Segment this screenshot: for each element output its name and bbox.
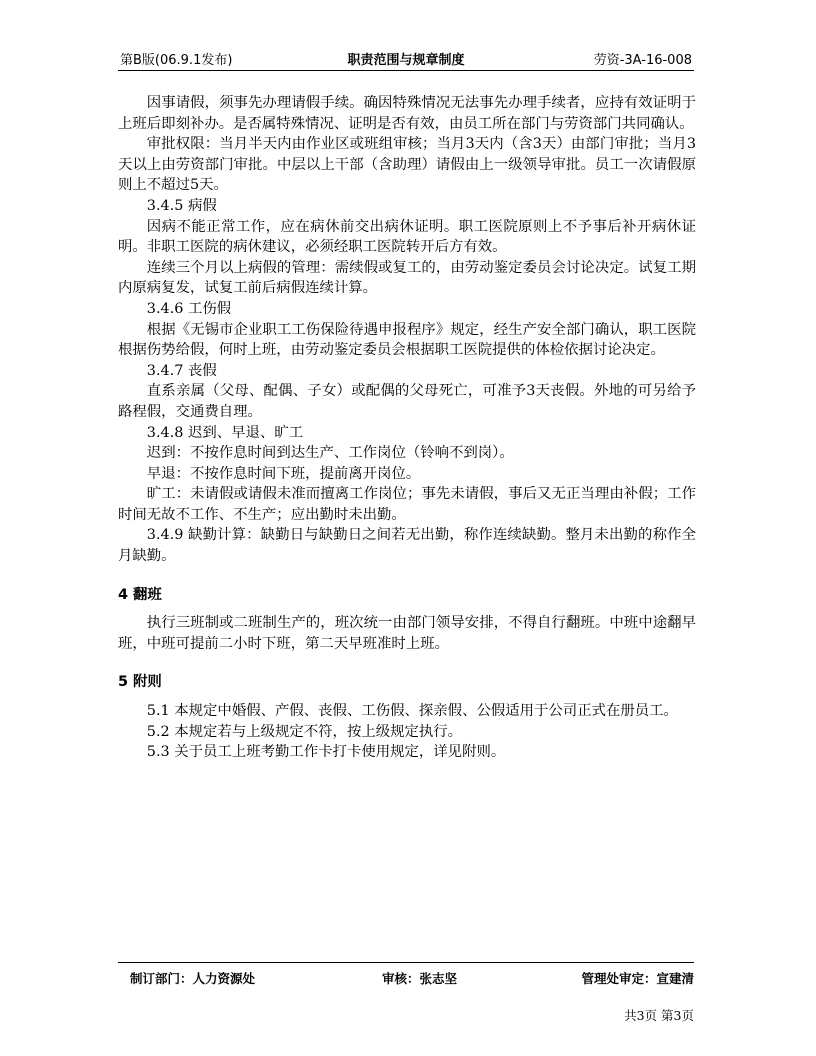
- paragraph-scope: 5.1 本规定中婚假、产假、丧假、工伤假、探亲假、公假适用于公司正式在册员工。: [146, 703, 678, 720]
- section-title-shift-change: 4 翻班: [118, 586, 162, 603]
- edition-label: 第B版(06.9.1发布): [120, 53, 233, 68]
- page-footer: [118, 962, 694, 987]
- paragraph-sick-leave: 因病不能正常工作，应在病休前交出病休证明。职工医院原则上不予事后补开病休证明。非职工医院的病休建议，必须经职工医院转开后方有效。: [118, 218, 696, 256]
- paragraph-late: 迟到：不按作息时间到达生产、工作岗位（铃响不到岗）。: [146, 445, 514, 462]
- paragraph-attendance-card: 5.3 关于员工上班考勤工作卡打卡使用规定，详见附则。: [146, 744, 506, 761]
- drafting-department: 制订部门：人力资源处: [130, 971, 256, 986]
- section-heading-injury-leave: 3.4.6 工伤假: [146, 300, 232, 317]
- document-title: 职责范围与规章制度: [347, 53, 465, 68]
- paragraph-funeral-leave: 直系亲属（父母、配偶、子女）或配偶的父母死亡，可准予3天丧假。外地的可另给予路程假，交通费自理。: [118, 383, 696, 420]
- paragraph-early-leave: 早退：不按作息时间下班，提前离开岗位。: [146, 465, 421, 482]
- section-heading-funeral-leave: 3.4.7 丧假: [146, 362, 217, 379]
- paragraph-injury-leave: 根据《无锡市企业职工工伤保险待遇申报程序》规定，经生产安全部门确认，职工医院根据伤势给假，何时上班，由劳动鉴定委员会根据职工医院提供的体检依据讨论决定。: [118, 321, 696, 359]
- document-code: 劳资-3A-16-008: [593, 53, 692, 68]
- approver: 管理处审定：宣建清: [581, 971, 694, 986]
- paragraph-approval-authority: 审批权限：当月半天内由作业区或班组审核；当月3天内（含3天）由部门审批；当月3天以上由劳资部门审批。中层以上干部（含助理）请假由上一级领导审批。员工一次请假原则上不超过5天。: [118, 136, 696, 194]
- page-number: 共3页 第3页: [624, 1008, 694, 1023]
- reviewer: 审核：张志坚: [382, 971, 458, 986]
- paragraph-absence-calc: 3.4.9 缺勤计算：缺勤日与缺勤日之间若无出勤，称作连续缺勤。整月未出勤的称作全月缺勤。: [118, 527, 696, 565]
- paragraph-long-sick-leave: 连续三个月以上病假的管理：需续假或复工的，由劳动鉴定委员会讨论决定。试复工期内原病复发，试复工前后病假连续计算。: [118, 259, 696, 297]
- paragraph-absenteeism: 旷工：未请假或请假未准而擅离工作岗位；事先未请假，事后又无正当理由补假；工作时间无故不工作、不生产；应出勤时未出勤。: [118, 486, 696, 523]
- paragraph-personal-leave: 因事请假，须事先办理请假手续。确因特殊情况无法事先办理手续者，应持有效证明于上班后即刻补办。是否属特殊情况、证明是否有效，由员工所在部门与劳资部门共同确认。: [118, 95, 696, 132]
- page-header: [118, 44, 694, 71]
- paragraph-precedence: 5.2 本规定若与上级规定不符，按上级规定执行。: [146, 723, 463, 740]
- document-body: [118, 93, 696, 763]
- section-title-supplementary: 5 附则: [118, 674, 162, 691]
- paragraph-shift-change: 执行三班制或二班制生产的，班次统一由部门领导安排，不得自行翻班。中班中途翻早班，中班可提前二小时下班，第二天早班准时上班。: [118, 615, 696, 652]
- section-heading-lateness: 3.4.8 迟到、早退、旷工: [146, 424, 304, 441]
- section-heading-sick-leave: 3.4.5 病假: [146, 197, 217, 214]
